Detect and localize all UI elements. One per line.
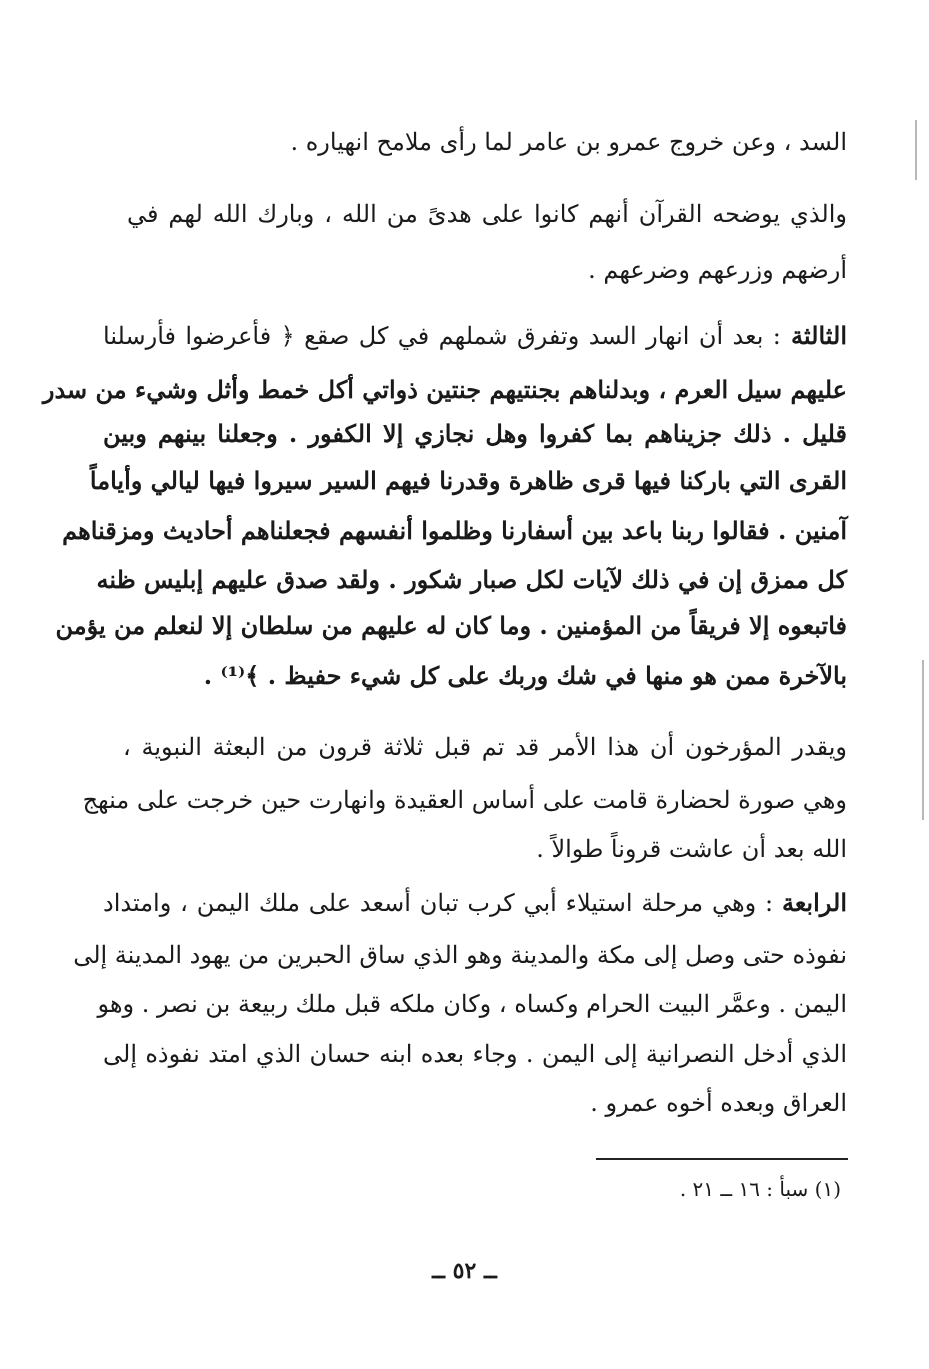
text-line: نفوذه حتى وصل إلى مكة والمدينة وهو الذي ساق الحبرين من يهود المدينة إلى bbox=[73, 941, 847, 969]
text-run: : وهي مرحلة استيلاء أبي كرب تبان أسعد على ملك اليمن ، وامتداد bbox=[103, 889, 774, 917]
text-line: والذي يوضحه القرآن أنهم كانوا على هدىً من الله ، وبارك الله لهم في bbox=[127, 200, 847, 228]
text-line: وهي صورة لحضارة قامت على أساس العقيدة وانهارت حين خرجت على منهج bbox=[82, 786, 847, 814]
text-line: الله بعد أن عاشت قروناً طوالاً . bbox=[536, 835, 847, 863]
text-line bbox=[103, 883, 847, 923]
text-line: العراق وبعده أخوه عمرو . bbox=[590, 1089, 847, 1117]
text-line: الذي أدخل النصرانية إلى اليمن . وجاء بعده ابنه حسان الذي امتد نفوذه إلى bbox=[103, 1040, 848, 1068]
text-line: فاتبعوه إلا فريقاً من المؤمنين . وما كان له عليهم من سلطان إلا لنعلم من يؤمن bbox=[55, 611, 847, 640]
footnote-divider bbox=[596, 1158, 848, 1160]
text-run: : بعد أن انهار السد وتفرق شملهم في كل صقع ﴿ فأعرضوا فأرسلنا bbox=[103, 322, 781, 350]
text-line: القرى التي باركنا فيها قرى ظاهرة وقدرنا فيهم السير سيروا فيها ليالي وأياماً bbox=[89, 466, 847, 495]
section-heading: الثالثة bbox=[791, 321, 848, 350]
text-line: عليهم سيل العرم ، وبدلناهم بجنتيهم جنتين ذواتي أكل خمط وأثل وشيء من سدر bbox=[42, 375, 847, 404]
scan-edge-mark bbox=[915, 120, 917, 180]
footnote: (١) سبأ : ١٦ ــ ٢١ . bbox=[679, 1177, 841, 1201]
text-line bbox=[103, 316, 847, 356]
text-line: بالآخرة ممن هو منها في شك وربك على كل شيء حفيظ . ﴾⁽¹⁾ . bbox=[203, 661, 847, 690]
page-number: ــ ٥٢ ــ bbox=[432, 1258, 497, 1284]
text-line: آمنين . فقالوا ربنا باعد بين أسفارنا وظلموا أنفسهم فجعلناهم أحاديث ومزقناهم bbox=[62, 516, 847, 545]
text-line: اليمن . وعمَّر البيت الحرام وكساه ، وكان ملكه قبل ملك ربيعة بن نصر . وهو bbox=[97, 990, 847, 1018]
text-line: السد ، وعن خروج عمرو بن عامر لما رأى ملامح انهياره . bbox=[290, 128, 847, 156]
text-line: قليل . ذلك جزيناهم بما كفروا وهل نجازي إلا الكفور . وجعلنا بينهم وبين bbox=[103, 419, 847, 448]
text-line: أرضهم وزرعهم وضرعهم . bbox=[588, 256, 847, 284]
text-line: ويقدر المؤرخون أن هذا الأمر قد تم قبل ثلاثة قرون من البعثة النبوية ، bbox=[123, 733, 847, 761]
scan-edge-mark bbox=[922, 660, 924, 820]
text-line: كل ممزق إن في ذلك لآيات لكل صبار شكور . ولقد صدق عليهم إبليس ظنه bbox=[96, 565, 847, 594]
section-heading: الرابعة bbox=[781, 888, 847, 917]
